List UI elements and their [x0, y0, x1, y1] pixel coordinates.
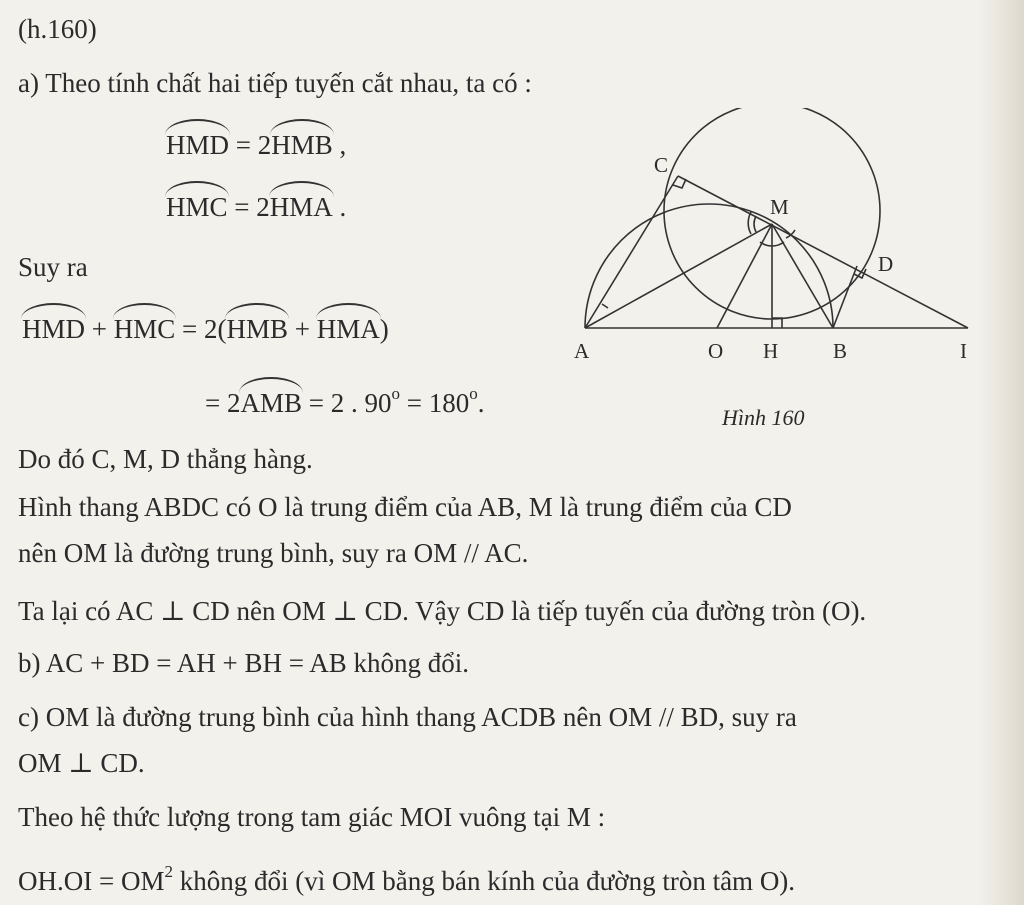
line-mb [772, 224, 833, 328]
tangent-conclusion: Ta lại có AC ⊥ CD nên OM ⊥ CD. Vậy CD là tiếp tuyến của đường tròn (O). [18, 596, 867, 626]
part-c-line-1: c) OM là đường trung bình của hình thang ACDB nên OM // BD, suy ra [18, 702, 797, 732]
label-o: O [708, 339, 724, 363]
angle-hmd: HMD [166, 130, 230, 160]
angle-mark-2 [748, 212, 751, 234]
part-b-text: b) AC + BD = AH + BH = AB không đổi. [18, 648, 469, 678]
collinear-conclusion: Do đó C, M, D thẳng hàng. [18, 444, 313, 474]
label-c: C [654, 153, 669, 177]
part-c-line-2: OM ⊥ CD. [18, 748, 145, 778]
label-i: I [960, 339, 967, 363]
page-edge-shadow [978, 0, 1024, 905]
label-d: D [878, 252, 894, 276]
angle-amb: AMB [240, 388, 302, 418]
part-c-line-4: $OH.OI = OM^2$ không đổi (vì OM bằng bán kính của đường tròn tâm O). [18, 862, 796, 896]
angle-hmb: HMB [271, 130, 333, 160]
equation-4: = 2AMB = 2 . $90^o = 180^o$. [205, 384, 485, 418]
suy-ra-label: Suy ra [18, 252, 88, 282]
line-ac [585, 176, 678, 328]
part-a-intro: a) Theo tính chất hai tiếp tuyến cắt nhau, ta có : [18, 68, 532, 98]
figure-caption: Hình 160 [722, 405, 805, 430]
label-h: H [763, 339, 779, 363]
trapezoid-line-2: nên OM là đường trung bình, suy ra OM // AC. [18, 538, 529, 568]
geometry-figure [560, 108, 980, 383]
tick-mark [602, 304, 608, 308]
figure-reference: (h.160) [18, 14, 97, 44]
label-m: M [770, 195, 789, 219]
equation-1: HMD = 2HMB , [166, 130, 347, 160]
angle-hmc: HMC [166, 192, 228, 222]
angle-mark-1 [754, 216, 756, 232]
trapezoid-line-1: Hình thang ABDC có O là trung điểm của AB, M là trung điểm của CD [18, 492, 792, 522]
label-b: B [833, 339, 848, 363]
equation-3: HMD + HMC = 2(HMB + HMA) [22, 314, 389, 344]
label-a: A [574, 339, 590, 363]
part-c-line-3: Theo hệ thức lượng trong tam giác MOI vuông tại M : [18, 802, 606, 832]
angle-hma: HMA [269, 192, 333, 222]
equation-2: HMC = 2HMA . [166, 192, 347, 222]
